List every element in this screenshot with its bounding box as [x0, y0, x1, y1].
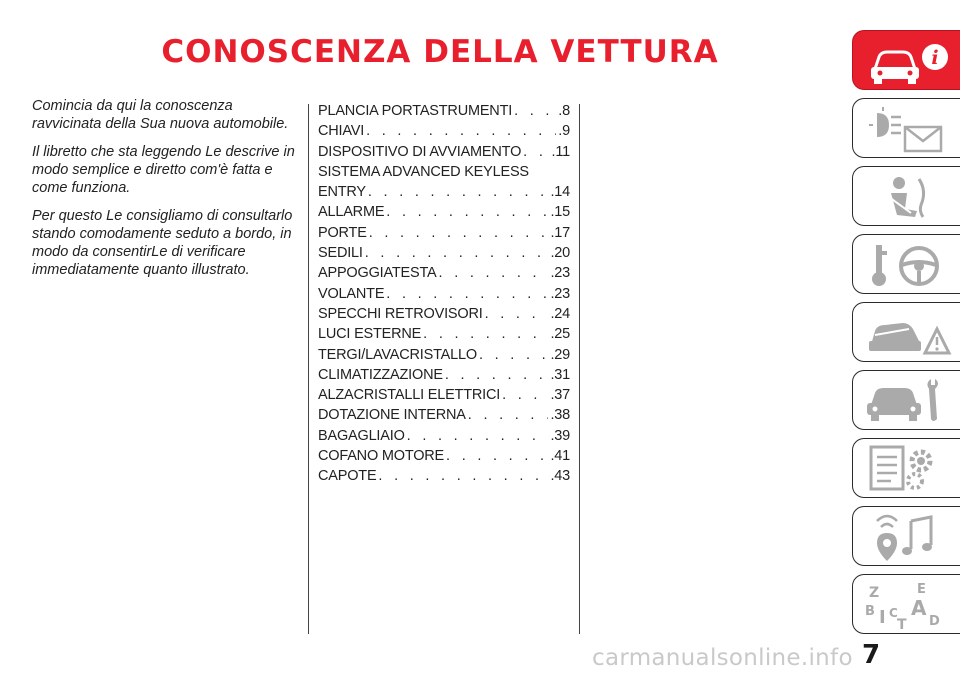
toc-entry-page: .11: [551, 143, 570, 160]
table-of-contents: [318, 101, 570, 487]
page-number: 7: [862, 640, 881, 670]
key-steering-wheel-icon: [861, 239, 953, 291]
toc-entry-page: .23: [550, 285, 570, 302]
tab-index[interactable]: [852, 574, 960, 634]
toc-entry-label: TERGI/LAVACRISTALLO: [318, 346, 477, 363]
svg-text:C: C: [889, 606, 898, 620]
toc-entry-page: .37: [550, 387, 570, 404]
intro-paragraph-1: Comincia da qui la conoscenza ravvicinata della Sua nuova automobile.: [32, 98, 289, 132]
toc-entry-page: .8: [558, 103, 570, 119]
toc-entry[interactable]: [318, 243, 570, 263]
toc-entry-label: LUCI ESTERNE: [318, 326, 422, 343]
tab-warning-lights[interactable]: [852, 98, 960, 158]
toc-entry[interactable]: [318, 284, 570, 304]
toc-leader-dots: [439, 263, 549, 283]
toc-leader-dots: [502, 385, 548, 405]
toc-entry-label: SEDILI: [318, 245, 363, 262]
toc-entry-label: DOTAZIONE INTERNA: [318, 407, 466, 424]
toc-entry-label: ALZACRISTALLI ELETTRICI: [318, 387, 501, 404]
toc-entry[interactable]: [318, 121, 570, 141]
toc-leader-dots: [468, 405, 549, 425]
car-info-icon: [861, 35, 953, 87]
toc-entry[interactable]: [318, 426, 570, 446]
toc-entry[interactable]: [318, 446, 570, 466]
svg-text:Z: Z: [869, 585, 880, 601]
tab-starting-driving[interactable]: [852, 234, 960, 294]
toc-leader-dots: [378, 466, 548, 486]
toc-entry-page: .15: [550, 204, 570, 221]
tab-multimedia[interactable]: [852, 506, 960, 566]
toc-entry-label: PORTE: [318, 224, 367, 241]
toc-entry-label: PLANCIA PORTASTRUMENTI: [318, 103, 513, 119]
toc-entry[interactable]: [318, 466, 570, 486]
multimedia-music-icon: [861, 511, 953, 563]
column-divider-right: [579, 104, 580, 634]
intro-text: [32, 97, 304, 289]
toc-entry-page: .29: [550, 346, 570, 363]
toc-entry-label: VOLANTE: [318, 285, 385, 302]
toc-entry[interactable]: [318, 405, 570, 425]
toc-entry-page: .9: [558, 123, 570, 140]
toc-entry-label: COFANO MOTORE: [318, 448, 445, 465]
seat-airbag-safety-icon: [861, 171, 953, 223]
intro-paragraph-3: Per questo Le consigliamo di consultarlo stando comodamente seduto a bordo, in modo da consentirLe di verificare immediatamente quanto illustrato.: [32, 208, 293, 278]
svg-text:A: A: [911, 596, 927, 620]
toc-entry[interactable]: [318, 324, 570, 344]
toc-entry-page: .20: [550, 245, 570, 262]
tab-maintenance[interactable]: [852, 370, 960, 430]
toc-entry-label: CLIMATIZZAZIONE: [318, 366, 443, 383]
toc-leader-dots: [386, 284, 548, 304]
toc-entry-page: .23: [550, 265, 570, 282]
toc-entry-label: CHIAVI: [318, 123, 365, 140]
toc-entry-label: APPOGGIATESTA: [318, 265, 437, 282]
warning-lights-message-icon: [861, 103, 953, 155]
toc-leader-dots: [445, 365, 549, 385]
technical-data-gears-icon: [861, 443, 953, 495]
intro-paragraph-2: Il libretto che sta leggendo Le descrive in modo semplice e diretto com'è fatta e come funziona.: [32, 144, 295, 196]
toc-entry[interactable]: [318, 345, 570, 365]
car-maintenance-wrench-icon: [861, 375, 953, 427]
toc-entry-label: DISPOSITIVO DI AVVIAMENTO: [318, 143, 522, 160]
toc-leader-dots: [407, 426, 549, 446]
toc-leader-dots: [423, 324, 548, 344]
toc-entry-page: .24: [550, 305, 570, 322]
toc-entry-page: .43: [550, 468, 570, 485]
watermark: carmanualsonline.info: [592, 645, 853, 671]
toc-entry-label: ENTRY: [318, 184, 366, 201]
svg-text:B: B: [865, 604, 875, 619]
toc-entry-label: SPECCHI RETROVISORI: [318, 305, 483, 322]
toc-entry[interactable]: [318, 385, 570, 405]
toc-entry-label: BAGAGLIAIO: [318, 427, 405, 444]
toc-entry-page: .31: [550, 366, 570, 383]
toc-leader-dots: [365, 243, 549, 263]
toc-leader-dots: [479, 345, 548, 365]
toc-leader-dots: [368, 182, 549, 202]
toc-entry[interactable]: [318, 365, 570, 385]
toc-entry-page: .38: [550, 407, 570, 424]
svg-text:D: D: [929, 614, 940, 629]
svg-text:i: i: [931, 47, 939, 69]
column-divider-left: [308, 104, 309, 634]
toc-entry[interactable]: [318, 101, 570, 121]
page-title: CONOSCENZA DELLA VETTURA: [161, 34, 719, 70]
toc-entry-label: ALLARME: [318, 204, 385, 221]
toc-entry-page: .39: [550, 427, 570, 444]
toc-entry[interactable]: [318, 304, 570, 324]
tab-safety[interactable]: [852, 166, 960, 226]
tab-car-info[interactable]: [852, 30, 960, 90]
tab-technical-data[interactable]: [852, 438, 960, 498]
toc-leader-dots: [523, 142, 549, 162]
svg-text:I: I: [879, 607, 886, 628]
toc-entry[interactable]: [318, 182, 570, 202]
toc-entry-label: CAPOTE: [318, 468, 377, 485]
toc-leader-dots: [386, 202, 548, 222]
toc-entry[interactable]: [318, 223, 570, 243]
toc-entry[interactable]: [318, 263, 570, 283]
toc-leader-dots: [366, 121, 556, 141]
toc-leader-dots: [514, 101, 556, 121]
toc-leader-dots: [446, 446, 548, 466]
toc-entry-label-line: SISTEMA ADVANCED KEYLESS: [318, 163, 529, 180]
car-emergency-icon: [861, 307, 953, 359]
toc-leader-dots: [485, 304, 549, 324]
tab-emergency[interactable]: [852, 302, 960, 362]
svg-text:E: E: [917, 582, 926, 597]
toc-leader-dots: [369, 223, 549, 243]
alphabetical-index-icon: [861, 579, 953, 631]
toc-entry[interactable]: [318, 142, 570, 162]
toc-entry-page: .14: [550, 184, 570, 201]
toc-entry[interactable]: [318, 202, 570, 222]
toc-entry-page: .17: [550, 224, 570, 241]
svg-text:T: T: [897, 617, 907, 631]
toc-entry-page: .25: [550, 326, 570, 343]
toc-entry-page: .41: [550, 448, 570, 465]
